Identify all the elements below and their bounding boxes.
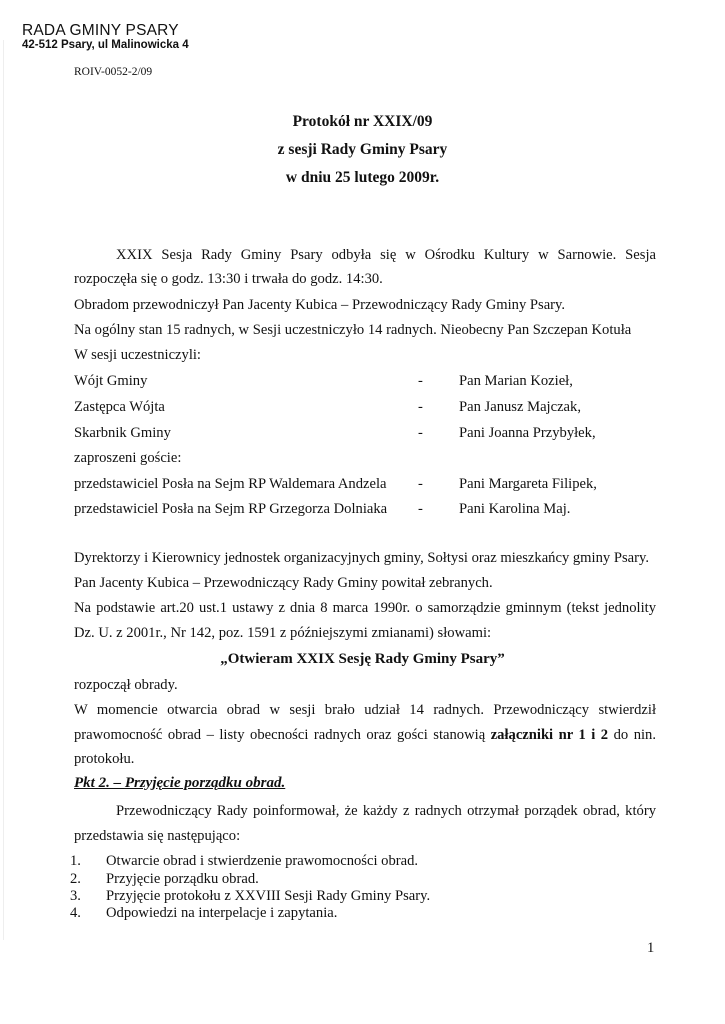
participant-role: Skarbnik Gminy <box>74 425 171 441</box>
intro-line: W sesji uczestniczyli: <box>74 347 201 363</box>
body-line: protokołu. <box>74 751 135 767</box>
body-text: do nin. <box>608 727 657 743</box>
agenda-item: Otwarcie obrad i stwierdzenie prawomocności obrad. <box>106 853 419 869</box>
participant-dash: - <box>418 425 423 441</box>
guest-name: Pani Karolina Maj. <box>459 501 571 517</box>
intro-line: Obradom przewodniczył Pan Jacenty Kubica – Przewodniczący Rady Gminy Psary. <box>74 297 566 313</box>
participant-role: Wójt Gminy <box>74 373 148 389</box>
participant-name: Pan Marian Kozieł, <box>459 373 573 389</box>
intro-line: XXIX Sesja Rady Gminy Psary odbyła się w Ośrodku Kultury w Sarnowie. Sesja <box>116 247 656 263</box>
section-paragraph: przedstawia się następująco: <box>74 828 241 844</box>
participant-dash: - <box>418 399 423 415</box>
participant-name: Pani Joanna Przybyłek, <box>459 425 596 441</box>
participant-dash: - <box>418 373 423 389</box>
agenda-item: Przyjęcie protokołu z XXVIII Sesji Rady Gminy Psary. <box>106 888 431 904</box>
agenda-number: 4. <box>70 905 81 921</box>
section-heading: Pkt 2. – Przyjęcie porządku obrad. <box>74 775 286 791</box>
document-date: w dniu 25 lutego 2009r. <box>285 169 440 186</box>
body-line: Dyrektorzy i Kierownicy jednostek organizacyjnych gminy, Sołtysi oraz mieszkańcy gminy Psary. <box>74 550 649 566</box>
body-line: W momencie otwarcia obrad w sesji brało udział 14 radnych. Przewodniczący stwierdził <box>74 702 656 718</box>
body-line: Na podstawie art.20 ust.1 ustawy z dnia 8 marca 1990r. o samorządzie gminnym (tekst jednolity <box>74 600 656 616</box>
page-number: 1 <box>647 940 655 956</box>
attachments-reference: załączniki nr 1 i 2 <box>490 727 609 743</box>
guest-dash: - <box>418 501 423 517</box>
document-reference: ROIV-0052-2/09 <box>74 66 153 78</box>
document-subtitle: z sesji Rady Gminy Psary <box>277 141 448 158</box>
body-line: Dz. U. z 2001r., Nr 142, poz. 1591 z późniejszymi zmianami) słowami: <box>74 625 492 641</box>
body-line <box>74 727 656 744</box>
section-paragraph: Przewodniczący Rady poinformował, że każdy z radnych otrzymał porządek obrad, który <box>116 803 656 819</box>
participant-name: Pan Janusz Majczak, <box>459 399 581 415</box>
agenda-number: 1. <box>70 853 81 869</box>
guest-role: przedstawiciel Posła na Sejm RP Waldemara Andzela <box>74 476 387 492</box>
body-text: prawomocność obrad – listy obecności radnych oraz gości stanowią <box>74 727 491 743</box>
intro-line: Na ogólny stan 15 radnych, w Sesji uczestniczyło 14 radnych. Nieobecny Pan Szczepan Kotuła <box>74 322 632 338</box>
agenda-item: Odpowiedzi na interpelacje i zapytania. <box>106 905 338 921</box>
opening-quote: „Otwieram XXIX Sesję Rady Gminy Psary” <box>220 651 505 667</box>
body-line: Pan Jacenty Kubica – Przewodniczący Rady Gminy powitał zebranych. <box>74 575 493 591</box>
document-title: Protokół nr XXIX/09 <box>292 113 433 130</box>
guest-dash: - <box>418 476 423 492</box>
participant-role: Zastępca Wójta <box>74 399 165 415</box>
organization-name: RADA GMINY PSARY <box>22 22 179 39</box>
organization-address: 42-512 Psary, ul Malinowicka 4 <box>22 39 189 51</box>
intro-line: rozpoczęła się o godz. 13:30 i trwała do godz. 14:30. <box>74 271 383 287</box>
guests-label: zaproszeni goście: <box>74 450 182 466</box>
agenda-number: 3. <box>70 888 81 904</box>
guest-role: przedstawiciel Posła na Sejm RP Grzegorza Dolniaka <box>74 501 388 517</box>
guest-name: Pani Margareta Filipek, <box>459 476 597 492</box>
agenda-number: 2. <box>70 871 81 887</box>
agenda-item: Przyjęcie porządku obrad. <box>106 871 259 887</box>
body-line: rozpoczął obrady. <box>74 677 178 693</box>
